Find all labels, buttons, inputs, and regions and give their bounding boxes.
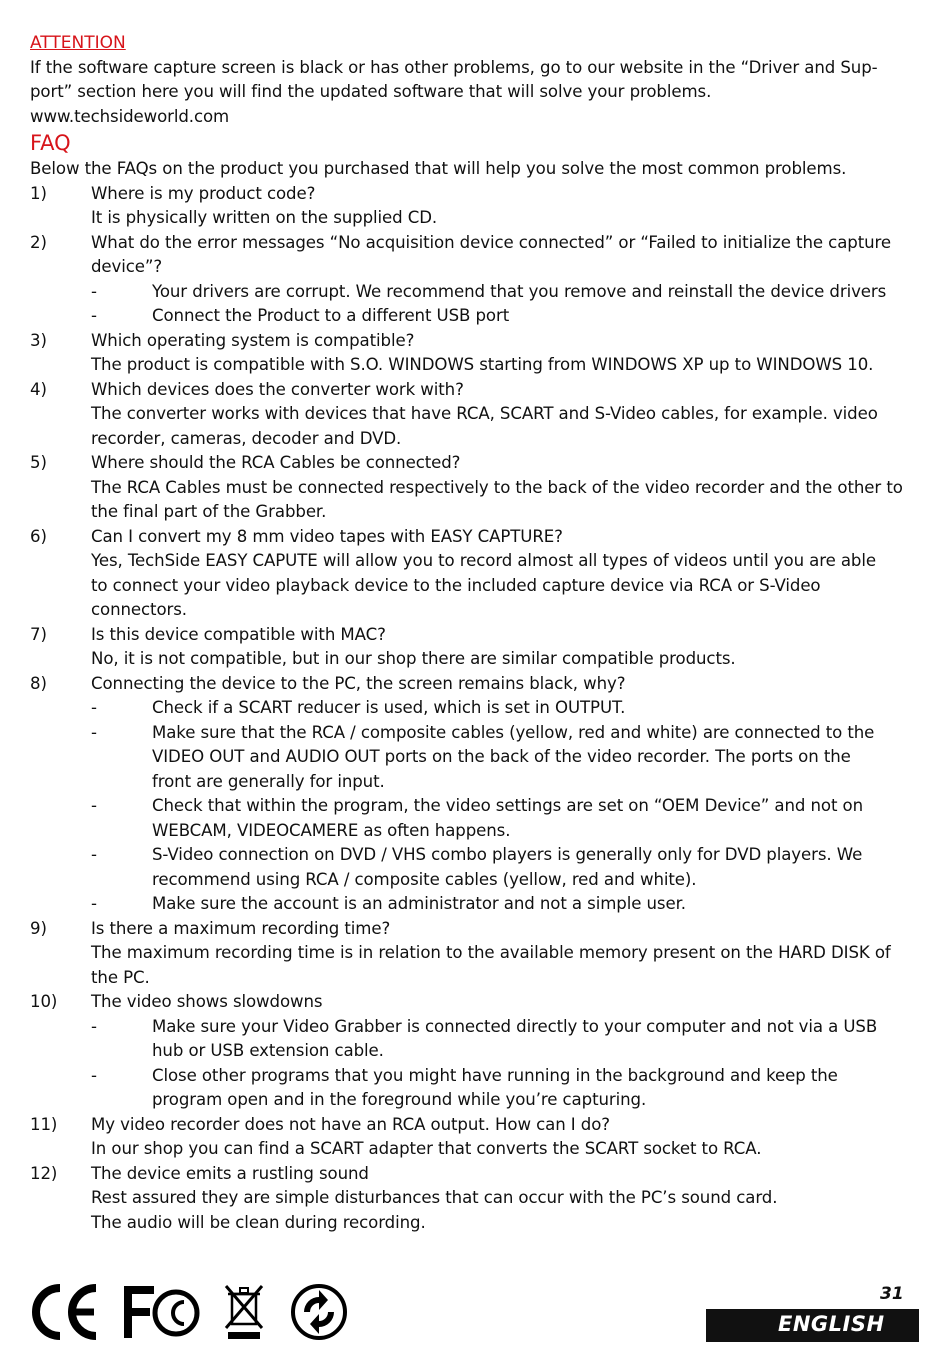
faq-bullet-text: VIDEO OUT and AUDIO OUT ports on the back of the video recorder. The ports on the: [152, 747, 851, 766]
faq-answer: No, it is not compatible, but in our shop there are similar compatible products.: [91, 649, 736, 668]
faq-bullet-text: front are generally for input.: [152, 771, 385, 791]
faq-question: [30, 231, 920, 256]
faq-bullet-text: S-Video connection on DVD / VHS combo players is generally only for DVD players. We: [152, 845, 863, 864]
language-label: ENGLISH: [778, 1312, 885, 1336]
faq-bullet-text: Your drivers are corrupt. We recommend that you remove and reinstall the device drivers: [152, 281, 887, 301]
page-content: [30, 31, 920, 1235]
faq-number: 6): [30, 526, 47, 546]
faq-number: 8): [30, 673, 47, 693]
faq-answer: the final part of the Grabber.: [91, 502, 327, 521]
faq-question-text: Is there a maximum recording time?: [91, 918, 391, 938]
attention-heading: ATTENTION: [30, 33, 126, 53]
faq-question-text: device”?: [91, 257, 163, 276]
faq-question: [30, 378, 920, 403]
faq-question-text: The device emits a rustling sound: [91, 1163, 369, 1183]
bullet-dash: -: [91, 698, 97, 717]
faq-bullet: [30, 1015, 920, 1040]
faq-number: 4): [30, 379, 47, 399]
bullet-dash: -: [91, 894, 97, 913]
page-number: 31: [880, 1284, 904, 1304]
faq-bullet: [30, 794, 920, 819]
faq-question-text: Where should the RCA Cables be connected?: [91, 453, 461, 472]
faq-bullet-text: Check if a SCART reducer is used, which is set in OUTPUT.: [152, 698, 626, 717]
faq-question-text: Which devices does the converter work with?: [91, 379, 464, 399]
bullet-dash: -: [91, 1065, 97, 1085]
green-dot-icon: [288, 1282, 350, 1346]
faq-bullet-text: Close other programs that you might have running in the background and keep the: [152, 1065, 838, 1085]
faq-bullet: [30, 696, 920, 721]
faq-number: 11): [30, 1114, 58, 1134]
faq-bullet-text: recommend using RCA / composite cables (yellow, red and white).: [152, 869, 697, 889]
faq-number: 10): [30, 992, 58, 1011]
faq-answer: Rest assured they are simple disturbances that can occur with the PC’s sound card.: [91, 1188, 778, 1207]
faq-bullet-text: WEBCAM, VIDEOCAMERE as often happens.: [152, 820, 511, 840]
language-bar: [706, 1309, 919, 1342]
faq-number: 5): [30, 453, 47, 472]
bullet-dash: -: [91, 796, 97, 815]
faq-list: [30, 182, 920, 1236]
bullet-dash: -: [91, 845, 97, 864]
faq-question-text: Where is my product code?: [91, 183, 316, 203]
faq-answer: The converter works with devices that have RCA, SCART and S-Video cables, for example. video: [91, 404, 878, 423]
faq-number: 3): [30, 330, 47, 350]
faq-bullet-text: Check that within the program, the video settings are set on “OEM Device” and not on: [152, 796, 864, 815]
faq-question: [30, 1113, 920, 1138]
attention-line: port” section here you will find the updated software that will solve your problems.: [30, 82, 712, 101]
weee-bin-icon: [222, 1282, 266, 1346]
faq-answer: The RCA Cables must be connected respectively to the back of the video recorder and the other to: [91, 477, 903, 497]
attention-line: If the software capture screen is black or has other problems, go to our website in the “Driver and Sup-: [30, 57, 878, 77]
faq-bullet: [30, 721, 920, 746]
bullet-dash: -: [91, 306, 97, 325]
faq-answer: It is physically written on the supplied CD.: [91, 208, 438, 227]
faq-question: [30, 990, 920, 1015]
faq-bullet-text: Make sure that the RCA / composite cables (yellow, red and white) are connected to the: [152, 722, 875, 742]
ce-mark-icon: [30, 1282, 102, 1346]
faq-answer: The audio will be clean during recording.: [91, 1212, 426, 1232]
faq-question: [30, 451, 920, 476]
faq-number: 9): [30, 918, 47, 938]
faq-answer: In our shop you can find a SCART adapter that converts the SCART socket to RCA.: [91, 1139, 762, 1158]
faq-question-text: Can I convert my 8 mm video tapes with EASY CAPTURE?: [91, 526, 563, 546]
faq-question: [30, 623, 920, 648]
faq-answer: The product is compatible with S.O. WINDOWS starting from WINDOWS XP up to WINDOWS 10.: [91, 355, 874, 374]
faq-number: 12): [30, 1163, 58, 1183]
faq-bullet: [30, 280, 920, 305]
certification-logos: [30, 1283, 372, 1345]
faq-number: 1): [30, 183, 47, 203]
faq-question: [30, 672, 920, 697]
faq-bullet: [30, 843, 920, 868]
faq-answer: recorder, cameras, decoder and DVD.: [91, 428, 402, 448]
faq-bullet: [30, 304, 920, 329]
faq-bullet-text: hub or USB extension cable.: [152, 1041, 384, 1060]
faq-bullet-text: Make sure your Video Grabber is connected directly to your computer and not via a USB: [152, 1016, 878, 1036]
faq-bullet: [30, 1064, 920, 1089]
faq-heading: FAQ: [30, 131, 71, 155]
faq-answer: Yes, TechSide EASY CAPUTE will allow you to record almost all types of videos until you are able: [91, 551, 876, 570]
faq-question: [30, 917, 920, 942]
fcc-mark-icon: [124, 1282, 200, 1346]
faq-bullet-text: program open and in the foreground while you’re capturing.: [152, 1090, 647, 1109]
faq-question: [30, 1162, 920, 1187]
faq-question-text: What do the error messages “No acquisition device connected” or “Failed to initialize the capture: [91, 232, 891, 252]
faq-question-text: The video shows slowdowns: [91, 992, 323, 1011]
bullet-dash: -: [91, 281, 97, 301]
faq-question: [30, 525, 920, 550]
faq-answer: The maximum recording time is in relation to the available memory present on the HARD DISK of: [91, 943, 891, 962]
faq-question-text: Which operating system is compatible?: [91, 330, 415, 350]
faq-question: [30, 329, 920, 354]
website-url: www.techsideworld.com: [30, 106, 230, 126]
faq-question-text: Connecting the device to the PC, the screen remains black, why?: [91, 673, 626, 693]
faq-question: [30, 182, 920, 207]
faq-question-text: Is this device compatible with MAC?: [91, 624, 386, 644]
faq-question-text: My video recorder does not have an RCA output. How can I do?: [91, 1114, 610, 1134]
faq-intro: Below the FAQs on the product you purchased that will help you solve the most common problems.: [30, 159, 847, 178]
faq-number: 7): [30, 624, 47, 644]
faq-bullet-text: Make sure the account is an administrator and not a simple user.: [152, 894, 686, 913]
faq-bullet: [30, 892, 920, 917]
faq-answer: to connect your video playback device to the included capture device via RCA or S-Video: [91, 575, 821, 595]
faq-bullet-text: Connect the Product to a different USB port: [152, 306, 510, 325]
bullet-dash: -: [91, 722, 97, 742]
faq-answer: connectors.: [91, 600, 187, 619]
faq-answer: the PC.: [91, 967, 150, 987]
faq-number: 2): [30, 232, 47, 252]
bullet-dash: -: [91, 1016, 97, 1036]
